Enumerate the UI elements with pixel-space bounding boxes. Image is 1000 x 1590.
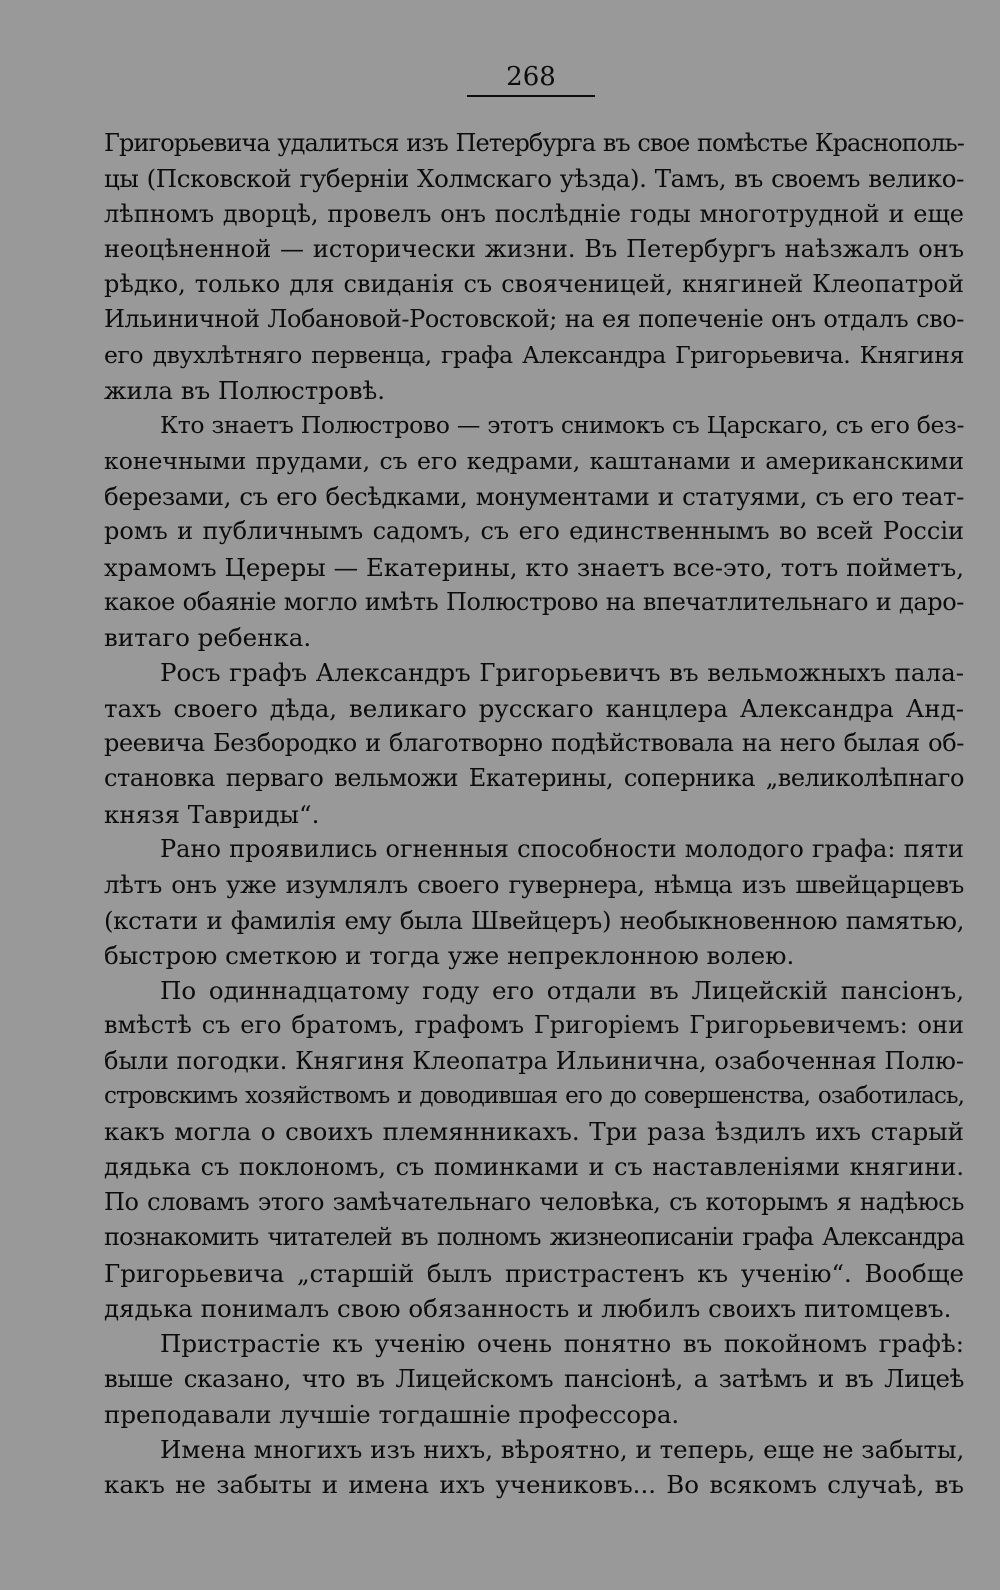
text-line: Григорьевича удалиться изъ Петербурга въ свое помѣстье Краснополь- — [104, 129, 964, 157]
text-line: вмѣстѣ съ его братомъ, графомъ Григоріемъ Григорьевичемъ: они — [104, 1011, 964, 1040]
text-line: Имена многихъ изъ нихъ, вѣроятно, и теперь, еще не забыты, — [160, 1434, 965, 1464]
page-number: 268 — [467, 62, 595, 97]
text-line: Пристрастіе къ ученію очень понятно въ покойномъ графѣ: — [160, 1329, 964, 1359]
text-line: какое обаяніе могло имѣть Полюстрово на впечатлительнаго и даро- — [104, 587, 964, 616]
text-line: храмомъ Цереры — Екатерины, кто знаетъ все-это, тотъ пойметъ, — [104, 552, 964, 582]
text-line: лѣтъ онъ уже изумлялъ своего гувернера, нѣмца изъ швейцарцевъ — [104, 870, 964, 900]
text-line: По одиннадцатому году его отдали въ Лицейскій пансіонъ, — [160, 976, 964, 1006]
text-line: ромъ и публичнымъ садомъ, съ его единственнымъ во всей Россіи — [104, 517, 964, 546]
text-line: Росъ графъ Александръ Григорьевичъ въ вельможныхъ пала- — [160, 658, 964, 688]
text-line: Кто знаетъ Полюстрово — этотъ снимокъ съ Царскаго, съ его без- — [160, 411, 964, 440]
text-line: рѣдко, только для свиданія съ свояченицей, княгиней Клеопатрой — [104, 270, 964, 299]
text-line: (кстати и фамилія ему была Швейцеръ) необыкновенною памятью, — [104, 905, 964, 935]
text-line: Ильиничной Лобановой-Ростовской; на ея попеченіе онъ отдалъ сво- — [104, 305, 964, 334]
text-line: конечными прудами, съ его кедрами, каштанами и американскими — [104, 446, 964, 475]
text-line: Григорьевича „старшій былъ пристрастенъ къ ученію“. Вообще — [104, 1258, 964, 1288]
text-line: неоцѣненной — исторически жизни. Въ Петербургъ наѣзжалъ онъ — [104, 234, 964, 263]
text-line: познакомить читателей въ полномъ жизнеописаніи графа Александра — [104, 1223, 964, 1252]
text-line: стровскимъ хозяйствомъ и доводившая его до совершенства, озаботилась, — [104, 1083, 964, 1110]
text-line: дядька съ поклономъ, съ поминками и съ наставленіями княгини. — [104, 1152, 964, 1181]
text-line: По словамъ этого замѣчательнаго человѣка, съ которымъ я надѣюсь — [104, 1187, 964, 1216]
text-line: витаго ребенка. — [104, 623, 312, 653]
text-line: жила въ Полюстровѣ. — [104, 376, 386, 406]
text-line: лѣпномъ дворцѣ, провелъ онъ послѣдніе годы многотрудной и еще — [104, 199, 964, 228]
text-line: выше сказано, что въ Лицейскомъ пансіонѣ, а затѣмъ и въ Лицеѣ — [104, 1364, 964, 1394]
text-line: становка перваго вельможи Екатерины, соперника „великолѣпнаго — [104, 764, 964, 793]
text-line: тахъ своего дѣда, великаго русскаго канцлера Александра Анд- — [104, 693, 964, 723]
text-line: преподавали лучшіе тогдашніе профессора. — [104, 1399, 680, 1429]
text-line: реевича Безбородко и благотворно подѣйствовала на него былая об- — [104, 729, 964, 758]
text-line: князя Тавриды“. — [104, 799, 320, 829]
text-line: березами, съ его бесѣдками, монументами и статуями, съ его теат- — [104, 481, 964, 511]
text-line: цы (Псковской губерніи Холмскаго уѣзда). Тамъ, въ своемъ велико- — [104, 164, 964, 194]
body-text — [104, 126, 964, 1503]
text-line: Рано проявились огненныя способности молодого графа: пяти — [160, 834, 964, 863]
text-line: какъ могла о своихъ племянникахъ. Три раза ѣздилъ ихъ старый — [104, 1117, 964, 1147]
text-line: дядька понималъ свою обязанность и любилъ своихъ питомцевъ. — [104, 1293, 952, 1323]
text-line: какъ не забыты и имена ихъ учениковъ... Во всякомъ случаѣ, въ — [104, 1470, 964, 1500]
text-line: быстрою сметкою и тогда уже непреклонною волею. — [104, 940, 795, 970]
text-line: его двухлѣтняго первенца, графа Александра Григорьевича. Княгиня — [104, 340, 964, 369]
text-line: были погодки. Княгиня Клеопатра Ильинична, озабоченная Полю- — [104, 1046, 964, 1075]
